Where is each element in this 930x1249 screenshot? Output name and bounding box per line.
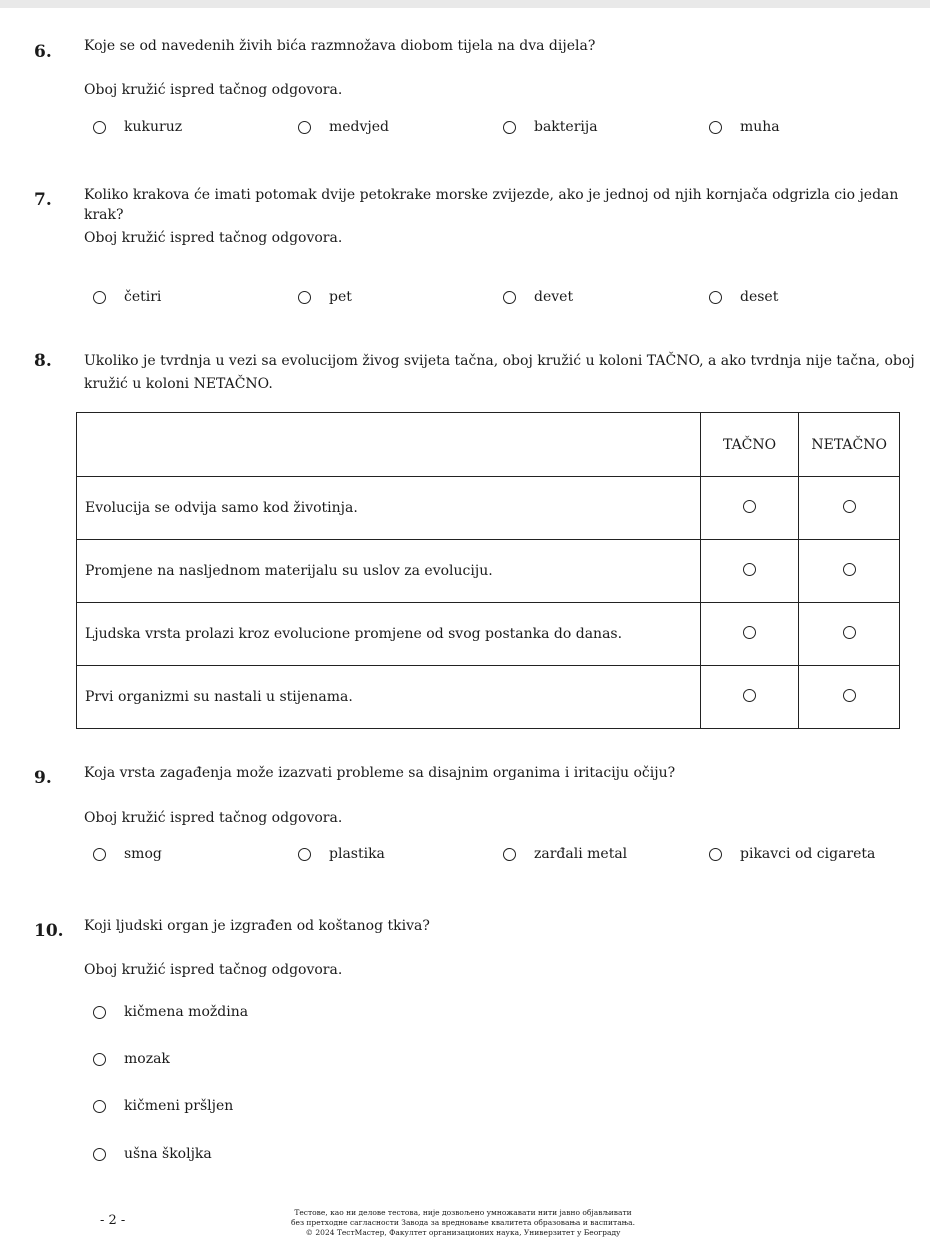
page-number: - 2 - <box>100 1213 126 1228</box>
radio-circle-icon[interactable] <box>709 121 722 134</box>
radio-circle-icon[interactable] <box>93 291 106 304</box>
true-cell[interactable] <box>700 477 798 540</box>
question-9-text: Koja vrsta zagađenja može izazvati probleme sa disajnim organima i iritaciju očiju? <box>84 765 676 781</box>
copyright-line: © 2024 ТестМастер, Факултет организационих наука, Универзитет у Београду <box>305 1228 621 1237</box>
q10-option-c[interactable] <box>93 1098 233 1114</box>
radio-circle-icon[interactable] <box>709 291 722 304</box>
true-cell[interactable] <box>700 540 798 603</box>
question-6-text: Koje se od navedenih živih bića razmnožava diobom tijela na dva dijela? <box>84 38 596 54</box>
option-label: pikavci od cigareta <box>740 846 876 862</box>
radio-circle-icon[interactable] <box>503 121 516 134</box>
option-label: medvjed <box>329 119 390 135</box>
radio-circle-icon[interactable] <box>93 121 106 134</box>
statement-cell: Prvi organizmi su nastali u stijenama. <box>77 666 701 729</box>
question-6-number: 6. <box>34 42 52 62</box>
radio-circle-icon[interactable] <box>709 848 722 861</box>
radio-circle-icon[interactable] <box>743 689 756 702</box>
question-9-number: 9. <box>34 768 52 788</box>
table-row <box>77 603 900 666</box>
question-10-instruction: Oboj kružić ispred tačnog odgovora. <box>84 962 343 978</box>
page-top-edge <box>0 0 930 8</box>
radio-circle-icon[interactable] <box>93 1148 106 1161</box>
radio-circle-icon[interactable] <box>93 1100 106 1113</box>
question-6-instruction: Oboj kružić ispred tačnog odgovora. <box>84 82 343 98</box>
false-cell[interactable] <box>799 603 900 666</box>
statement-cell: Promjene na nasljednom materijalu su uslov za evoluciju. <box>77 540 701 603</box>
q9-option-b[interactable] <box>298 846 385 862</box>
radio-circle-icon[interactable] <box>503 848 516 861</box>
question-7-instruction: Oboj kružić ispred tačnog odgovora. <box>84 230 343 246</box>
table-header-row <box>77 413 900 477</box>
q9-option-c[interactable] <box>503 846 627 862</box>
option-label: kičmeni pršljen <box>124 1098 234 1114</box>
option-label: kičmena moždina <box>124 1004 249 1020</box>
radio-circle-icon[interactable] <box>843 626 856 639</box>
q6-option-b[interactable] <box>298 119 389 135</box>
question-10-text: Koji ljudski organ je izgrađen od koštanog tkiva? <box>84 918 430 934</box>
option-label: kukuruz <box>124 119 183 135</box>
false-cell[interactable] <box>799 666 900 729</box>
option-label: bakterija <box>534 119 598 135</box>
q7-option-a[interactable] <box>93 289 161 305</box>
false-cell[interactable] <box>799 477 900 540</box>
radio-circle-icon[interactable] <box>298 848 311 861</box>
question-8-text-line2: kružić u koloni NETAČNO. <box>84 376 273 392</box>
q9-option-a[interactable] <box>93 846 162 862</box>
true-false-table <box>76 412 900 729</box>
statement-column-header <box>77 413 701 477</box>
radio-circle-icon[interactable] <box>93 848 106 861</box>
q6-option-a[interactable] <box>93 119 182 135</box>
option-label: četiri <box>124 289 162 305</box>
q10-option-b[interactable] <box>93 1051 170 1067</box>
radio-circle-icon[interactable] <box>93 1006 106 1019</box>
q9-option-d[interactable] <box>709 846 875 862</box>
statement-cell: Evolucija se odvija samo kod životinja. <box>77 477 701 540</box>
copyright-line: без претходне сагласности Завода за вредновање квалитета образовања и васпитања. <box>290 1218 635 1227</box>
option-label: ušna školjka <box>124 1146 212 1162</box>
q7-option-c[interactable] <box>503 289 573 305</box>
question-9-instruction: Oboj kružić ispred tačnog odgovora. <box>84 810 343 826</box>
question-8-number: 8. <box>34 351 52 371</box>
q7-option-b[interactable] <box>298 289 352 305</box>
option-label: muha <box>740 119 780 135</box>
option-label: devet <box>534 289 574 305</box>
radio-circle-icon[interactable] <box>298 121 311 134</box>
q6-option-d[interactable] <box>709 119 780 135</box>
radio-circle-icon[interactable] <box>843 500 856 513</box>
true-cell[interactable] <box>700 603 798 666</box>
radio-circle-icon[interactable] <box>93 1053 106 1066</box>
q10-option-a[interactable] <box>93 1004 248 1020</box>
false-cell[interactable] <box>799 540 900 603</box>
radio-circle-icon[interactable] <box>503 291 516 304</box>
column-header-false: NETAČNO <box>799 413 900 477</box>
question-7-text: Koliko krakova će imati potomak dvije petokrake morske zvijezde, ako je jednoj od njih kornjača odgrizla cio jedan krak? <box>84 187 899 223</box>
radio-circle-icon[interactable] <box>743 626 756 639</box>
question-8-text-line1: Ukoliko je tvrdnja u vezi sa evolucijom živog svijeta tačna, oboj kružić u koloni TAČNO, a ako tvrdnja nije tačna, oboj <box>84 353 915 369</box>
column-header-true: TAČNO <box>700 413 798 477</box>
q6-option-c[interactable] <box>503 119 598 135</box>
statement-cell: Ljudska vrsta prolazi kroz evolucione promjene od svog postanka do danas. <box>77 603 701 666</box>
table-row <box>77 666 900 729</box>
table-row <box>77 477 900 540</box>
option-label: plastika <box>329 846 385 862</box>
radio-circle-icon[interactable] <box>743 563 756 576</box>
question-7-number: 7. <box>34 190 52 210</box>
true-cell[interactable] <box>700 666 798 729</box>
option-label: smog <box>124 846 162 862</box>
question-10-number: 10. <box>34 921 64 941</box>
option-label: zarđali metal <box>534 846 628 862</box>
option-label: deset <box>740 289 779 305</box>
radio-circle-icon[interactable] <box>843 563 856 576</box>
copyright-line: Тестове, као ни делове тестова, није дозвољено умножавати нити јавно објављивати <box>294 1208 632 1217</box>
table-row <box>77 540 900 603</box>
radio-circle-icon[interactable] <box>843 689 856 702</box>
option-label: pet <box>329 289 352 305</box>
radio-circle-icon[interactable] <box>298 291 311 304</box>
copyright-notice <box>228 1208 698 1238</box>
option-label: mozak <box>124 1051 170 1067</box>
radio-circle-icon[interactable] <box>743 500 756 513</box>
q10-option-d[interactable] <box>93 1146 212 1162</box>
q7-option-d[interactable] <box>709 289 778 305</box>
